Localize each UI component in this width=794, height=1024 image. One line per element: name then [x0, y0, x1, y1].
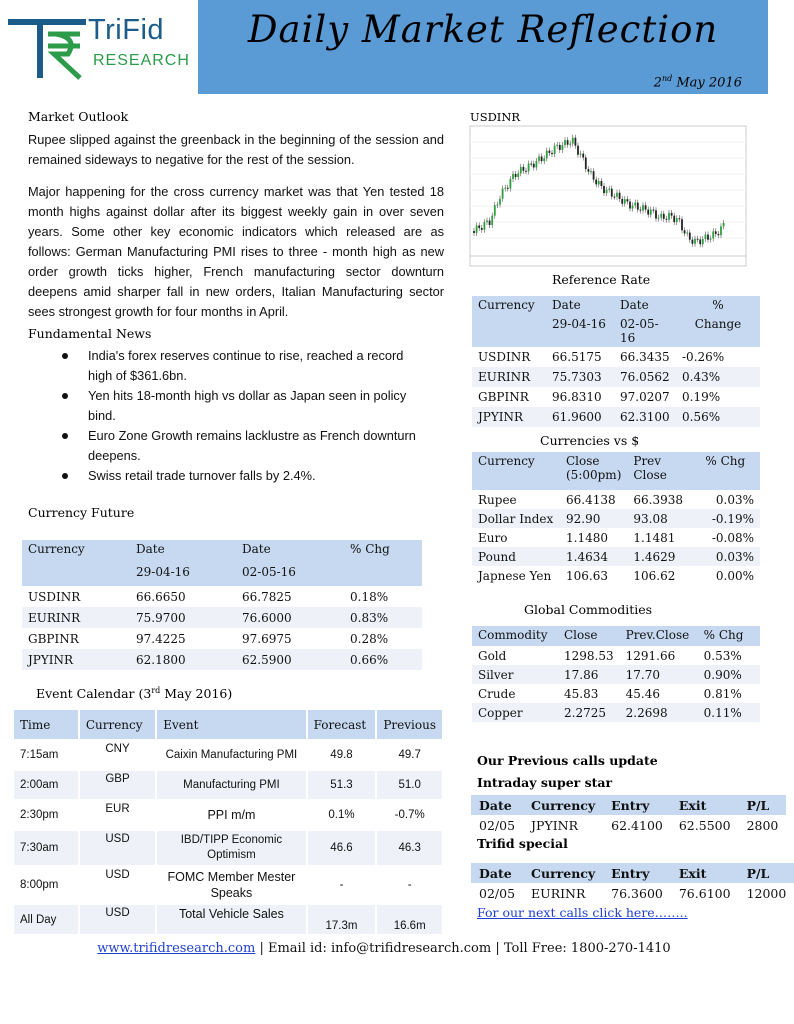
table-row: 2:00am GBP Manufacturing PMI 51.3 51.0 — [14, 770, 443, 800]
column-header: % Chg — [699, 452, 760, 490]
candle-body — [536, 161, 538, 168]
column-header: Currency — [523, 795, 603, 815]
candle-body — [710, 238, 712, 239]
candle-body — [478, 225, 480, 228]
candle-body — [723, 223, 725, 226]
table-row: EURINR 75.7303 76.0562 0.43% — [472, 367, 760, 387]
table-row: USDINR 66.6650 66.7825 0.18% — [28, 589, 389, 604]
table-row: USDINR 66.5175 66.3435 -0.26% — [478, 350, 725, 364]
candle-body — [510, 179, 512, 188]
candle-body — [520, 167, 522, 173]
candle-body — [692, 240, 694, 244]
table-row: 02/05 JPYINR 62.4100 62.5500 2800 — [479, 817, 779, 833]
candle-body — [484, 222, 486, 230]
column-header: Currency — [79, 710, 156, 740]
table-row: Pound 1.4634 1.4629 0.03% — [472, 547, 760, 566]
candle-body — [515, 174, 517, 177]
candle-body — [564, 140, 566, 145]
column-header: Prev.Close — [620, 626, 698, 646]
candle-body — [489, 221, 491, 225]
candle-body — [585, 158, 587, 170]
candle-body — [629, 202, 631, 209]
candle-body — [673, 216, 675, 222]
table-row: Copper 2.2725 2.2698 0.11% — [472, 703, 760, 722]
list-item: Euro Zone Growth remains lacklustre as French downturn deepens. — [62, 426, 422, 466]
column-header: Date — [130, 540, 236, 563]
column-header: Currency — [22, 540, 130, 563]
column-subheader: Change — [676, 315, 760, 347]
rupee-logo-icon — [6, 14, 90, 80]
candle-body — [502, 189, 504, 199]
website-link[interactable]: www.trifidresearch.com — [97, 941, 256, 956]
candle-body — [645, 205, 647, 209]
column-subheader: 02-05-16 — [236, 563, 344, 586]
usdinr-chart-heading: USDINR — [470, 110, 521, 124]
candle-body — [608, 189, 610, 190]
candle-body — [681, 219, 683, 230]
candle-body — [718, 234, 720, 235]
candle-body — [601, 181, 603, 186]
candle-body — [554, 146, 556, 154]
candle-body — [476, 225, 478, 233]
candle-body — [491, 216, 493, 225]
table-row: All Day USD Total Vehicle Sales 17.3m 16.6m — [14, 904, 443, 934]
candle-body — [653, 210, 655, 211]
column-header: Date — [236, 540, 344, 563]
candle-body — [603, 186, 605, 193]
candle-body — [569, 144, 571, 145]
candle-body — [619, 193, 621, 199]
currencies-vs-usd-table — [472, 452, 760, 585]
candle-body — [473, 231, 475, 233]
usdinr-chart-svg — [470, 126, 746, 266]
column-header: Forecast — [307, 710, 377, 740]
table-row: JPYINR 61.9600 62.3100 0.56% — [472, 407, 760, 427]
column-header: Exit — [671, 863, 739, 883]
column-subheader: 02-05-16 — [614, 315, 676, 347]
candle-body — [697, 239, 699, 240]
candle-body — [707, 235, 709, 240]
candle-body — [614, 197, 616, 198]
candle-body — [650, 210, 652, 215]
candle-body — [504, 188, 506, 189]
fundamental-news-heading: Fundamental News — [28, 326, 152, 341]
candle-body — [562, 145, 564, 150]
column-header: % Chg — [698, 626, 760, 646]
candle-body — [720, 226, 722, 235]
candle-body — [679, 218, 681, 219]
list-item: Swiss retail trade turnover falls by 2.4%. — [62, 466, 422, 486]
candle-body — [593, 171, 595, 179]
candle-body — [676, 218, 678, 222]
bullet-icon — [62, 473, 68, 479]
candle-body — [481, 228, 483, 230]
column-header: Entry — [603, 863, 671, 883]
candle-body — [507, 188, 509, 189]
reference-rate-heading: Reference Rate — [552, 272, 651, 287]
list-item: Yen hits 18-month high vs dollar as Japan seen in policy bind. — [62, 386, 422, 426]
usdinr-candlestick-chart — [470, 126, 746, 266]
candle-body — [640, 210, 642, 211]
table-row: EURINR 75.9700 76.6000 0.83% — [22, 607, 422, 628]
page-title: Daily Market Reflection — [247, 8, 719, 51]
table-row: Silver 17.86 17.70 0.90% — [472, 665, 760, 684]
brand-name: TriFid — [88, 14, 165, 46]
brand-logo — [0, 0, 198, 94]
candle-body — [647, 210, 649, 215]
event-calendar-heading: Event Calendar (3rd May 2016) — [36, 686, 233, 702]
previous-calls-heading: Our Previous calls update — [477, 753, 658, 768]
intraday-calls-table — [471, 795, 786, 835]
column-header: % — [676, 296, 760, 315]
candle-body — [655, 210, 657, 218]
column-header: Prev Close — [627, 452, 699, 490]
column-header: Commodity — [472, 626, 558, 646]
candle-body — [606, 190, 608, 194]
table-row: GBPINR 96.8310 97.0207 0.19% — [478, 390, 721, 404]
candle-body — [663, 214, 665, 219]
bullet-icon — [62, 353, 68, 359]
column-header: Currency — [523, 863, 603, 883]
column-header: % Chg — [344, 540, 422, 563]
candle-body — [497, 205, 499, 206]
table-row: GBPINR 97.4225 97.6975 0.28% — [28, 631, 389, 646]
candle-body — [668, 213, 670, 220]
candle-body — [517, 173, 519, 177]
candle-body — [559, 145, 561, 150]
candle-body — [666, 219, 668, 220]
candle-body — [671, 213, 673, 216]
bullet-icon — [62, 393, 68, 399]
global-commodities-table — [472, 626, 760, 722]
market-outlook-paragraph-1: Rupee slipped against the greenback in the beginning of the session and remained sideways to negative for the rest of the session. — [28, 132, 444, 167]
candle-body — [572, 138, 574, 144]
candle-body — [567, 140, 569, 145]
candle-body — [699, 239, 701, 244]
event-calendar-table — [14, 710, 444, 934]
footer — [0, 941, 768, 956]
candle-body — [523, 167, 525, 171]
candle-body — [632, 205, 634, 208]
global-commodities-heading: Global Commodities — [524, 602, 653, 617]
column-header: Exit — [671, 795, 739, 815]
candle-body — [512, 174, 514, 179]
list-item: India's forex reserves continue to rise, reached a record high of $361.6bn. — [62, 346, 422, 386]
column-header: Close (5:00pm) — [560, 452, 627, 490]
table-row: 2:30pm EUR PPI m/m 0.1% -0.7% — [14, 800, 443, 830]
table-row: Euro 1.1480 1.1481 -0.08% — [478, 530, 754, 545]
table-row: Crude 45.83 45.46 0.81% — [478, 686, 742, 701]
report-date: 2nd May 2016 — [653, 74, 742, 91]
title-banner — [198, 0, 768, 94]
column-header: Previous — [376, 710, 443, 740]
candle-body — [590, 171, 592, 172]
candle-body — [588, 169, 590, 172]
candle-body — [627, 199, 629, 201]
candle-body — [546, 151, 548, 159]
candle-body — [660, 214, 662, 218]
column-header: Entry — [603, 795, 671, 815]
candle-body — [533, 164, 535, 168]
candle-body — [580, 154, 582, 155]
candle-body — [694, 239, 696, 244]
candle-body — [549, 151, 551, 153]
column-header: Date — [471, 795, 523, 815]
intraday-super-star-heading: Intraday super star — [477, 775, 613, 790]
trifid-special-table — [471, 863, 794, 903]
candle-body — [556, 145, 558, 146]
candle-body — [525, 171, 527, 172]
candle-body — [499, 199, 501, 205]
candle-body — [705, 235, 707, 239]
column-header: Date — [614, 296, 676, 315]
candle-body — [598, 181, 600, 184]
brand-subtitle: RESEARCH — [93, 52, 190, 69]
candle-body — [538, 157, 540, 161]
currency-future-heading: Currency Future — [28, 505, 135, 520]
candle-body — [637, 203, 639, 210]
column-header: P/L — [739, 863, 794, 883]
table-row: Dollar Index 92.90 93.08 -0.19% — [472, 509, 760, 528]
candle-body — [715, 231, 717, 234]
candle-body — [541, 157, 543, 162]
candle-body — [528, 164, 530, 172]
column-header: P/L — [739, 795, 787, 815]
table-row: 02/05 EURINR 76.3600 76.6100 12000 — [479, 885, 787, 901]
candle-body — [551, 153, 553, 154]
table-row: 8:00pm USD FOMC Member Mester Speaks - - — [14, 866, 443, 904]
candle-body — [543, 158, 545, 161]
column-subheader: 29-04-16 — [546, 315, 614, 347]
candle-body — [611, 189, 613, 197]
candle-body — [486, 221, 488, 223]
table-row: 7:30am USD IBD/TIPP Economic Optimism 46.6 46.3 — [14, 830, 443, 866]
table-row: Gold 1298.53 1291.66 0.53% — [478, 648, 742, 663]
candle-body — [642, 205, 644, 210]
candle-body — [621, 199, 623, 204]
candle-body — [684, 230, 686, 233]
column-header: Currency — [472, 452, 560, 490]
reference-rate-table — [472, 296, 760, 427]
bullet-icon — [62, 433, 68, 439]
table-row: Rupee 66.4138 66.3938 0.03% — [478, 492, 754, 507]
table-row: JPYINR 62.1800 62.5900 0.66% — [22, 649, 422, 670]
currencies-vs-usd-heading: Currencies vs $ — [540, 433, 640, 448]
column-header: Date — [471, 863, 523, 883]
market-outlook-heading: Market Outlook — [28, 109, 129, 124]
candle-body — [575, 138, 577, 146]
column-header: Date — [546, 296, 614, 315]
table-row: Japnese Yen 106.63 106.62 0.00% — [478, 568, 754, 583]
candle-body — [494, 205, 496, 216]
candle-body — [658, 218, 660, 219]
candle-body — [595, 180, 597, 185]
column-header: Currency — [472, 296, 546, 315]
candle-body — [702, 239, 704, 244]
candle-body — [582, 154, 584, 158]
column-header: Close — [558, 626, 620, 646]
candle-body — [530, 164, 532, 165]
candle-body — [634, 203, 636, 206]
table-row: 7:15am CNY Caixin Manufacturing PMI 49.8 49.7 — [14, 740, 443, 770]
market-outlook-paragraph-2: Major happening for the cross currency market was that Yen tested 18 month highs against dollar after its biggest weekly gain in over seven years. Some other key economic indicators which released are as follows: German Manufacturing PMI rises to three - month high as new order growth ticks higher, French manufacturing sector downturn deepens amid sharper fall in new orders, Italian Manufacturing sector sees strongest growth for four months in April. — [28, 184, 444, 319]
candle-body — [712, 231, 714, 238]
fundamental-news-list — [62, 346, 422, 486]
column-subheader: 29-04-16 — [130, 563, 236, 586]
candle-body — [686, 233, 688, 234]
candle-body — [577, 146, 579, 155]
footer-contact-text: | Email id: info@trifidresearch.com | Toll Free: 1800-270-1410 — [255, 941, 671, 956]
trifid-special-heading: Trifid special — [477, 836, 568, 851]
column-header: Event — [156, 710, 306, 740]
currency-future-table — [22, 540, 422, 670]
next-calls-link[interactable]: For our next calls click here…….. — [477, 905, 688, 920]
column-header: Time — [14, 710, 79, 740]
candle-body — [689, 233, 691, 240]
candle-body — [616, 193, 618, 197]
candle-body — [624, 199, 626, 204]
